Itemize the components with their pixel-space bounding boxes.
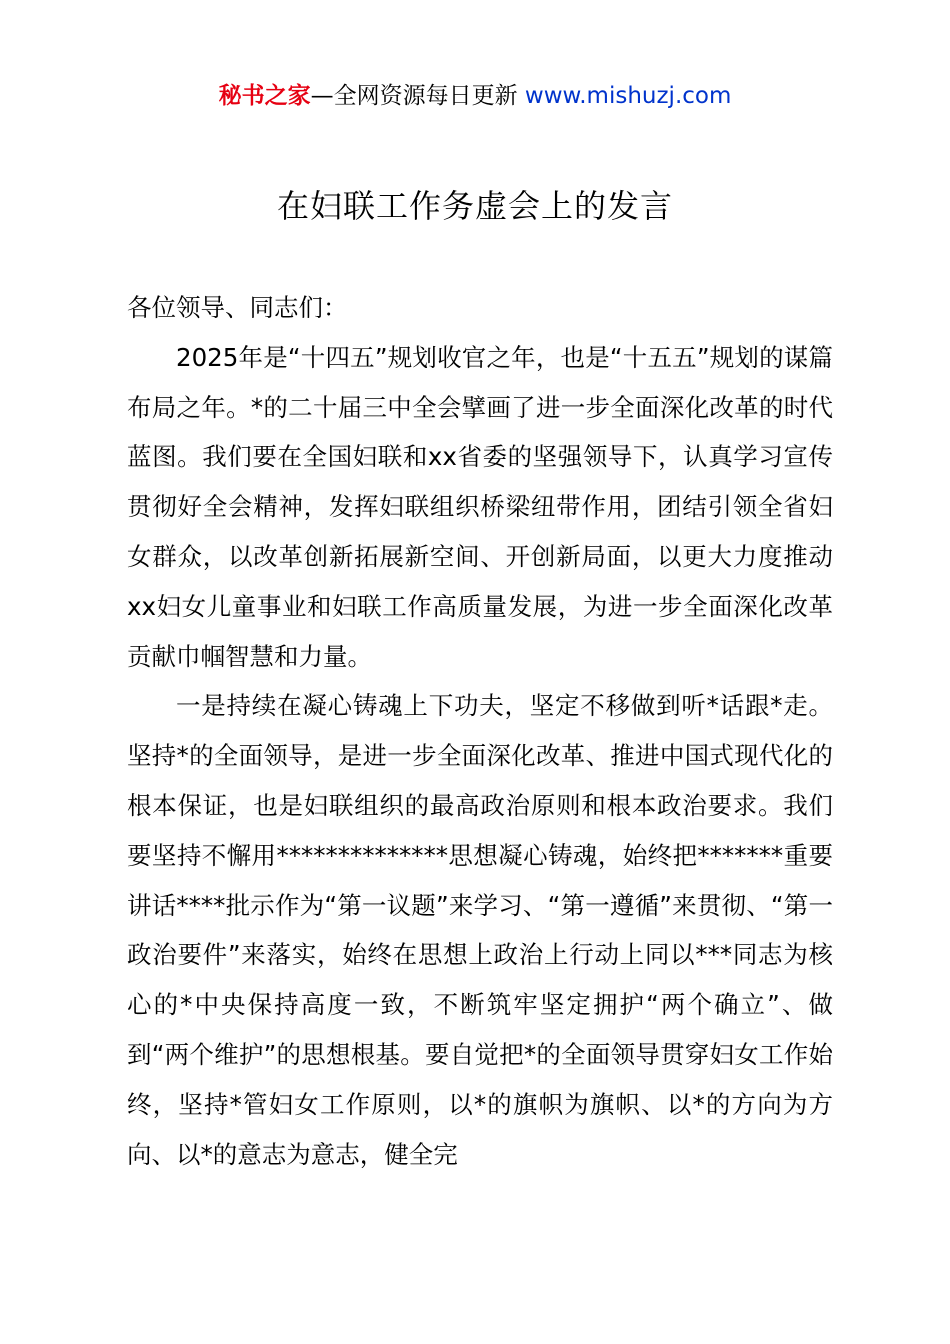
site-brand: 秘书之家: [218, 83, 311, 109]
paragraph-point-one: 一是持续在凝心铸魂上下功夫，坚定不移做到听*话跟*走。坚持*的全面领导，是进一步全面深化改革、推进中国式现代化的根本保证，也是妇联组织的最高政治原则和根本政治要求。我们要坚持不懈用**************思想凝心铸魂，始终把*******重要讲话****批示作为“第一议题”来学习、“第一遵循”来贯彻、“第一政治要件”来落实，始终在思想上政治上行动上同以***同志为核心的*中央保持高度一致，不断筑牢坚定拥护“两个确立”、做到“两个维护”的思想根基。要自觉把*的全面领导贯穿妇女工作始终，坚持*管妇女工作原则，以*的旗帜为旗帜、以*的方向为方向、以*的意志为意志，健全完: [127, 691, 833, 1169]
paragraph-intro: 2025年是“十四五”规划收官之年，也是“十五五”规划的谋篇布局之年。*的二十届三中全会擘画了进一步全面深化改革的时代蓝图。我们要在全国妇联和xx省委的坚强领导下，认真学习宣传贯彻好全会精神，发挥妇联组织桥梁纽带作用，团结引领全省妇女群众，以改革创新拓展新空间、开创新局面，以更大力度推动xx妇女儿童事业和妇联工作高质量发展，为进一步全面深化改革贡献巾帼智慧和力量。: [127, 342, 833, 671]
site-url-link[interactable]: www.mishuzj.com: [524, 83, 732, 109]
document-body: [127, 283, 833, 1179]
salutation: 各位领导、同志们：: [127, 293, 348, 322]
document-title: 在妇联工作务虚会上的发言: [276, 187, 673, 225]
site-header: [0, 78, 950, 114]
site-tagline: —全网资源每日更新: [310, 83, 518, 109]
